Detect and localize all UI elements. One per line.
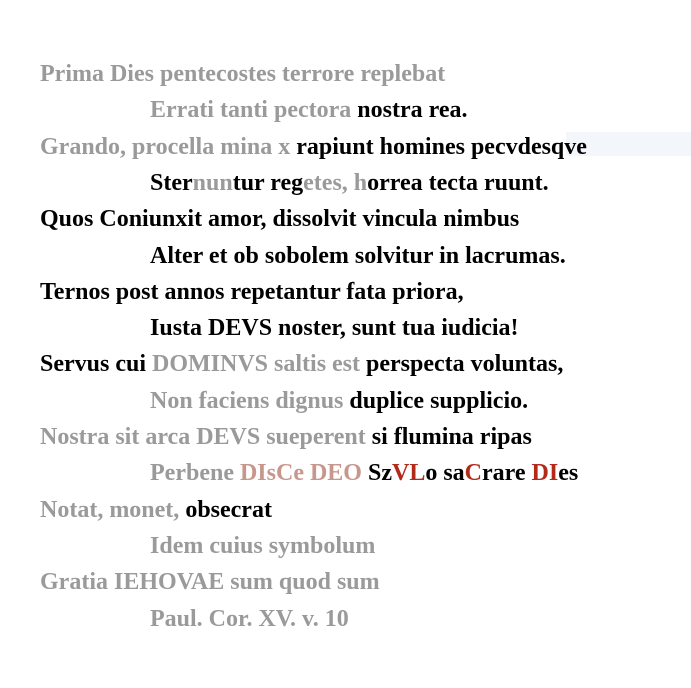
verse-segment: etes, h xyxy=(303,169,368,196)
verse-segment: Ster xyxy=(150,169,193,196)
verse-segment: Non faciens dignus xyxy=(150,387,350,414)
verse-segment: Idem cuius symbolum xyxy=(150,532,376,559)
verse-segment: Prima Dies pentecostes terrore replebat xyxy=(40,61,446,87)
verse-segment: o sa xyxy=(425,460,465,487)
verse-segment: nostra rea. xyxy=(357,97,468,124)
verse-segment: Notat, monet, xyxy=(40,496,186,523)
verse-segment: rapiunt homines pecvdesqve xyxy=(296,133,587,160)
verse-segment: obsecrat xyxy=(185,496,272,523)
verse-segment: es xyxy=(558,460,579,487)
verse-segment: Quos Coniunxit amor, dissolvit vincula nimbus xyxy=(40,206,520,233)
verse-line xyxy=(40,205,519,233)
verse-line xyxy=(150,605,349,633)
verse-segment: si flumina ripas xyxy=(371,424,532,450)
verse-line xyxy=(150,532,375,560)
verse-segment: tur reg xyxy=(232,169,304,196)
verse-segment: Sz xyxy=(367,460,392,487)
verse-line xyxy=(150,96,467,124)
verse-segment: DOMINVS saltis est xyxy=(152,351,367,378)
verse-segment: Perbene xyxy=(150,460,240,487)
verse-segment: DI xyxy=(531,460,559,487)
verse-line xyxy=(150,242,566,270)
verse-segment: Grando, procella mina x xyxy=(40,133,297,160)
verse-line xyxy=(40,496,272,524)
verse-segment: perspecta voluntas, xyxy=(366,351,564,378)
verse-segment: orrea tecta ruunt. xyxy=(367,169,549,196)
verse-line xyxy=(40,60,445,88)
verse-segment: Alter et ob sobolem solvitur in lacrumas. xyxy=(150,242,566,269)
verse-segment: Errati tanti pectora xyxy=(150,97,358,124)
verse-line xyxy=(40,133,587,161)
verse-line xyxy=(40,423,532,451)
verse-segment: duplice supplicio. xyxy=(349,387,529,414)
verse-segment: Servus cui xyxy=(40,351,153,378)
verse-line xyxy=(40,568,380,596)
verse-segment: Iusta DEVS noster, sunt tua iudicia! xyxy=(150,315,519,342)
verse-line xyxy=(150,387,528,415)
verse-line xyxy=(150,169,549,197)
verse-segment: rare xyxy=(482,460,532,487)
verse-segment: Ternos post annos repetantur fata priora, xyxy=(40,278,464,305)
verse-segment: DIsCe DEO xyxy=(239,460,368,487)
verse-line xyxy=(40,278,464,306)
verse-segment: nun xyxy=(192,169,233,196)
verse-segment: C xyxy=(464,460,483,487)
verse-segment: Gratia IEHOVAE sum quod sum xyxy=(40,569,380,596)
verse-line xyxy=(150,459,578,487)
verse-line xyxy=(40,350,563,378)
verse-segment: Paul. Cor. XV. v. 10 xyxy=(150,605,349,632)
verse-segment: Nostra sit arca DEVS sueperent xyxy=(40,424,372,450)
verse-line xyxy=(150,314,519,342)
verse-segment: VL xyxy=(391,460,426,487)
